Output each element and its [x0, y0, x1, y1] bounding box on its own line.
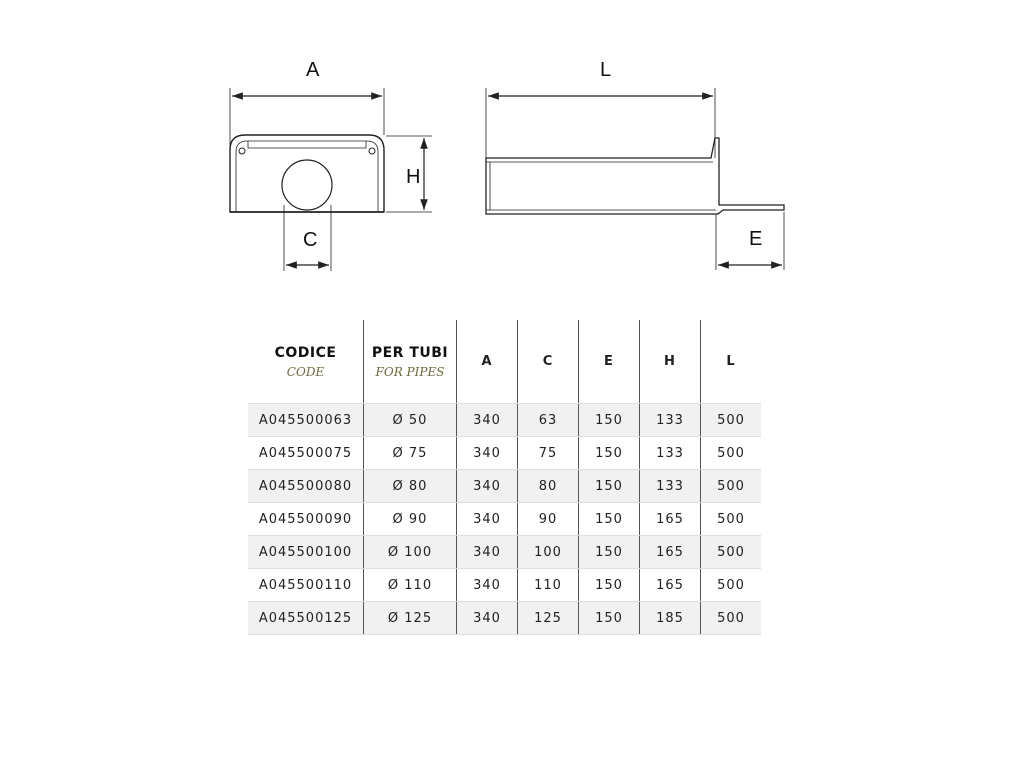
header-code-label: CODICE [274, 344, 337, 361]
table-row [248, 470, 761, 503]
header-pipe [364, 320, 457, 404]
cell-c: 63 [518, 404, 579, 437]
dimension-label-h: H [406, 166, 421, 188]
cell-code: A045500090 [248, 503, 364, 536]
cell-e: 150 [579, 536, 640, 569]
drawing-svg [0, 0, 1024, 300]
cell-e: 150 [579, 569, 640, 602]
dimension-label-l: L [600, 59, 612, 81]
side-view [486, 88, 784, 270]
cell-h: 133 [640, 437, 701, 470]
cell-a: 340 [457, 503, 518, 536]
header-a: A [457, 320, 518, 404]
cell-l: 500 [701, 569, 762, 602]
table-row [248, 404, 761, 437]
table-row [248, 536, 761, 569]
cell-a: 340 [457, 437, 518, 470]
cell-h: 133 [640, 470, 701, 503]
cell-a: 340 [457, 470, 518, 503]
technical-drawing [0, 0, 1024, 300]
header-code-sublabel: CODE [286, 364, 325, 379]
front-lip [248, 141, 366, 148]
table-row [248, 503, 761, 536]
cell-c: 125 [518, 602, 579, 635]
cell-c: 100 [518, 536, 579, 569]
cell-h: 165 [640, 536, 701, 569]
pipe-hole [282, 160, 332, 210]
cell-a: 340 [457, 569, 518, 602]
cell-pipe: Ø 125 [364, 602, 457, 635]
cell-c: 110 [518, 569, 579, 602]
cell-code: A045500080 [248, 470, 364, 503]
cell-c: 75 [518, 437, 579, 470]
header-e: E [579, 320, 640, 404]
cell-pipe: Ø 75 [364, 437, 457, 470]
cell-a: 340 [457, 602, 518, 635]
front-outer-profile [230, 135, 384, 212]
cell-pipe: Ø 100 [364, 536, 457, 569]
table-row [248, 602, 761, 635]
cell-pipe: Ø 90 [364, 503, 457, 536]
cell-h: 133 [640, 404, 701, 437]
cell-pipe: Ø 80 [364, 470, 457, 503]
cell-l: 500 [701, 404, 762, 437]
cell-h: 185 [640, 602, 701, 635]
cell-pipe: Ø 110 [364, 569, 457, 602]
header-pipe-sublabel: FOR PIPES [375, 364, 445, 379]
cell-e: 150 [579, 503, 640, 536]
header-pipe-label: PER TUBI [371, 344, 449, 361]
table-row [248, 569, 761, 602]
cell-code: A045500100 [248, 536, 364, 569]
header-c: C [518, 320, 579, 404]
header-l: L [701, 320, 762, 404]
cell-a: 340 [457, 536, 518, 569]
front-inner-profile [236, 141, 378, 212]
cell-code: A045500063 [248, 404, 364, 437]
front-view [230, 88, 432, 271]
dimension-label-c: C [303, 229, 318, 251]
screw-hole-left [239, 148, 245, 154]
cell-e: 150 [579, 602, 640, 635]
cell-h: 165 [640, 569, 701, 602]
cell-code: A045500110 [248, 569, 364, 602]
cell-e: 150 [579, 404, 640, 437]
cell-pipe: Ø 50 [364, 404, 457, 437]
header-code [248, 320, 364, 404]
cell-l: 500 [701, 470, 762, 503]
cell-l: 500 [701, 437, 762, 470]
table-row [248, 437, 761, 470]
spec-table [248, 320, 761, 635]
screw-hole-right [369, 148, 375, 154]
side-profile [486, 138, 784, 214]
cell-a: 340 [457, 404, 518, 437]
header-h: H [640, 320, 701, 404]
cell-l: 500 [701, 602, 762, 635]
cell-e: 150 [579, 437, 640, 470]
cell-code: A045500075 [248, 437, 364, 470]
cell-l: 500 [701, 536, 762, 569]
cell-c: 90 [518, 503, 579, 536]
cell-c: 80 [518, 470, 579, 503]
table-header-row [248, 320, 761, 404]
cell-l: 500 [701, 503, 762, 536]
cell-code: A045500125 [248, 602, 364, 635]
cell-h: 165 [640, 503, 701, 536]
dimension-label-a: A [306, 59, 320, 81]
dimension-label-e: E [749, 228, 763, 250]
cell-e: 150 [579, 470, 640, 503]
